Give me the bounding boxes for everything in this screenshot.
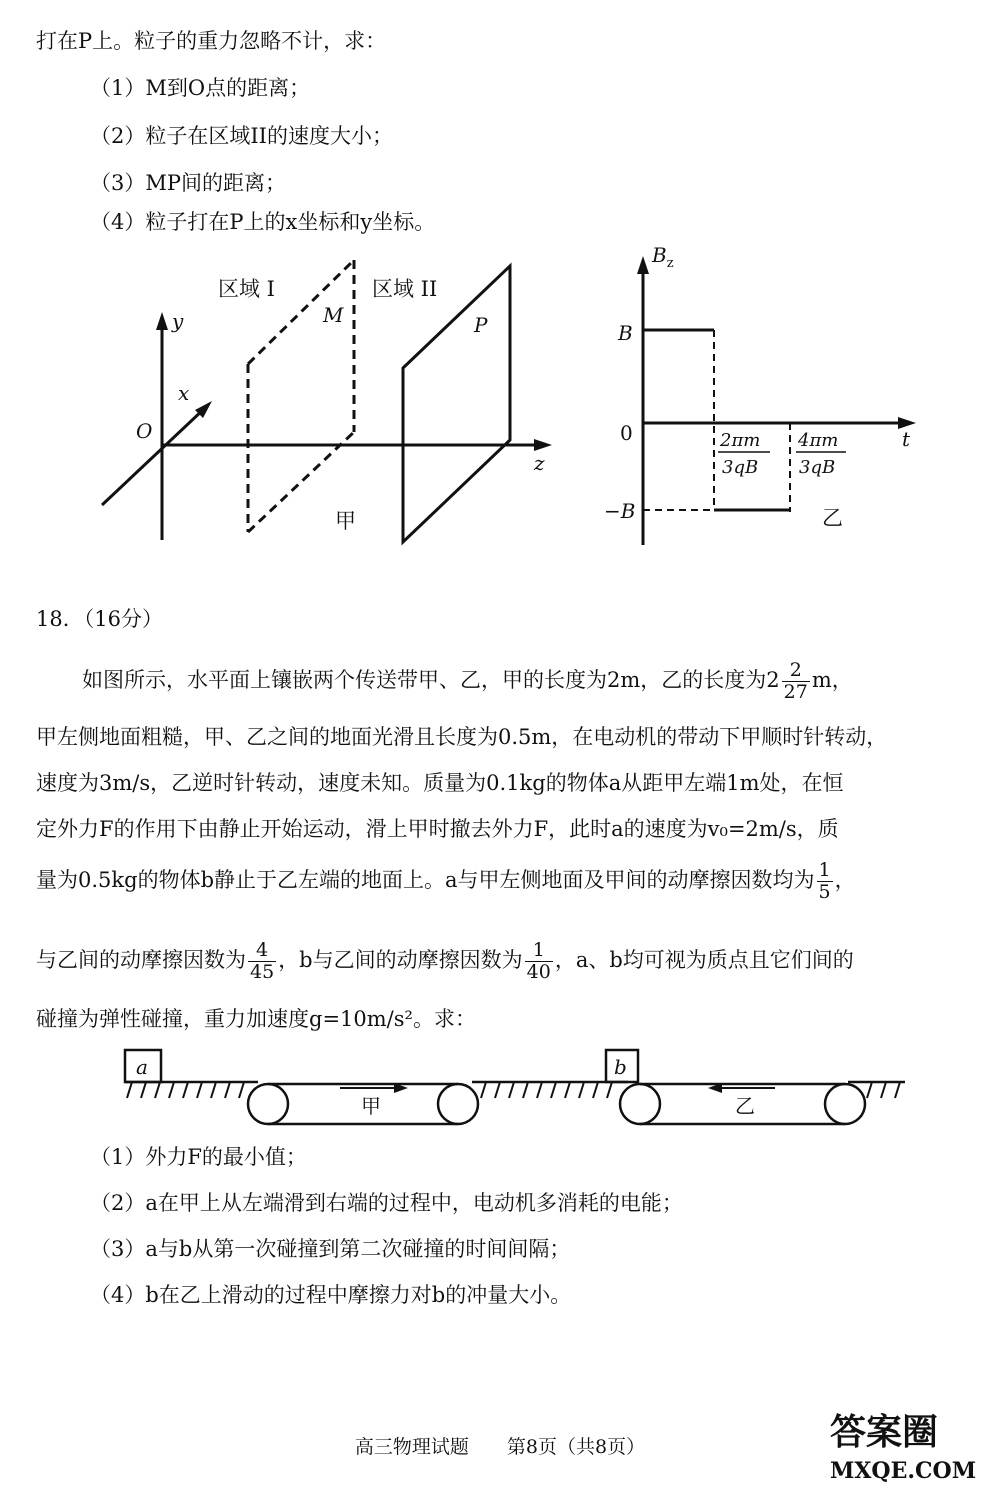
- q17-sub3: （3）MP间的距离；: [90, 171, 286, 195]
- svg-text:MXQE.COM: MXQE.COM: [830, 1458, 977, 1484]
- q18-para-line2: 甲左侧地面粗糙，甲、乙之间的地面光滑且长度为0.5m，在电动机的带动下甲顺时针转动，: [36, 725, 888, 749]
- q18-para-line7: 碰撞为弹性碰撞，重力加速度g=10m/s²。求：: [36, 1007, 476, 1031]
- neg-b-label: −B: [604, 499, 636, 523]
- belt-yi-label: 乙: [735, 1094, 755, 1118]
- bz-axis-label: $B_z$: [652, 243, 674, 271]
- q18-sub3: （3）a与b从第一次碰撞到第二次碰撞的时间间隔；: [90, 1237, 571, 1261]
- q18-sub2: （2）a在甲上从左端滑到右端的过程中，电动机多消耗的电能；: [90, 1191, 683, 1215]
- mu-a-fraction: $\frac{1}{5}$: [818, 859, 831, 903]
- svg-text:答案圈: 答案圈: [830, 1411, 939, 1453]
- block-a-label: a: [136, 1055, 148, 1079]
- t2-denominator: 3qB: [799, 457, 836, 478]
- conveyor-figure: [120, 1044, 910, 1140]
- t1-denominator: 3qB: [722, 457, 759, 478]
- region2-label: 区域 II: [372, 277, 438, 301]
- belt-jia-label: 甲: [361, 1094, 381, 1118]
- page-footer: 高三物理试题 第8页（共8页）: [354, 1436, 646, 1458]
- q17-sub1: （1）M到O点的距离；: [90, 76, 311, 100]
- q18-sub1: （1）外力F的最小值；: [90, 1145, 307, 1169]
- belt-yi-length-fraction: $\frac{2}{27}$: [783, 659, 808, 703]
- figure-jia-caption: 甲: [335, 509, 356, 533]
- q18-para-line3: 速度为3m/s，乙逆时针转动，速度未知。质量为0.1kg的物体a从距甲左端1m处，在恒: [36, 771, 844, 795]
- q18-para-line5: 量为0.5kg的物体b静止于乙左端的地面上。a与甲左侧地面及甲间的动摩擦因数均为 $\frac{1}{5}$ ，: [36, 859, 856, 903]
- plane-m-label: M: [323, 303, 344, 327]
- q18-para-line6: 与乙间的动摩擦因数为 $\frac{4}{45}$ ，b与乙间的动摩擦因数为 $\frac{1}{40}$ ，a、b均可视为质点且它们间的: [36, 939, 854, 983]
- zero-label: 0: [620, 421, 633, 445]
- figure-yi-caption: 乙: [822, 506, 843, 530]
- q18-header: 18．（16分）: [36, 607, 163, 631]
- x-axis-label: x: [178, 381, 190, 405]
- region1-label: 区域 I: [218, 277, 275, 301]
- q18-para-line4: 定外力F的作用下由静止开始运动，滑上甲时撤去外力F，此时a的速度为v₀=2m/s，质: [36, 817, 839, 841]
- mu-b-yi-fraction: $\frac{1}{40}$: [526, 939, 551, 983]
- figure-yi: [600, 240, 930, 550]
- q18-sub4: （4）b在乙上滑动的过程中摩擦力对b的冲量大小。: [90, 1283, 572, 1307]
- b-level-label: B: [618, 321, 633, 345]
- mu-a-yi-fraction: $\frac{4}{45}$: [250, 939, 275, 983]
- plane-p-label: P: [474, 313, 488, 337]
- y-axis-label: y: [172, 309, 184, 333]
- q17-sub4: （4）粒子打在P上的x坐标和y坐标。: [90, 210, 436, 234]
- q17-intro: 打在P上。粒子的重力忽略不计，求：: [36, 29, 387, 53]
- figure-jia: [90, 250, 560, 560]
- origin-label: O: [136, 419, 153, 443]
- q17-sub2: （2）粒子在区域II的速度大小；: [90, 124, 393, 148]
- t2-numerator: 4πm: [798, 430, 839, 451]
- block-b-label: b: [614, 1055, 627, 1079]
- watermark-logo: [820, 1400, 990, 1485]
- t-axis-label: t: [902, 427, 911, 451]
- q18-para-line1: 如图所示，水平面上镶嵌两个传送带甲、乙，甲的长度为2m，乙的长度为2 $\frac{2}{27}$ m，: [82, 659, 853, 703]
- q18-p1-text: 如图所示，水平面上镶嵌两个传送带甲、乙，甲的长度为2m，乙的长度为2: [82, 668, 780, 692]
- t1-numerator: 2πm: [720, 430, 761, 451]
- z-axis-label: z: [534, 451, 545, 475]
